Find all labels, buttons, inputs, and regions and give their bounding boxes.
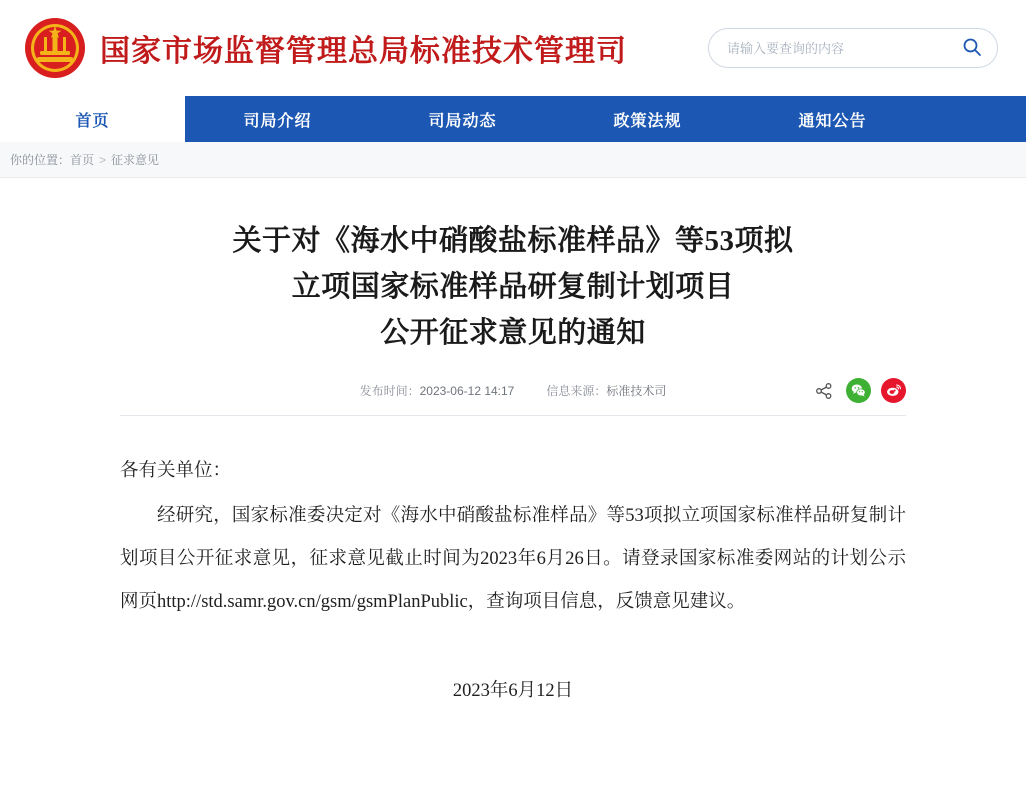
meta-divider bbox=[120, 415, 906, 416]
weibo-icon[interactable] bbox=[881, 378, 906, 403]
nav-item-announcements[interactable]: 通知公告 bbox=[798, 112, 867, 130]
share-icon[interactable] bbox=[811, 378, 836, 403]
article-paragraph: 经研究，国家标准委决定对《海水中硝酸盐标准样品》等53项拟立项国家标准样品研复制计划项目公开征求意见，征求意见截止时间为2023年6月26日。请登录国家标准委网站的计划公示网页http://std.samr.gov.cn/gsm/gsmPlanPublic，查询项目信息，反馈意见建议。 bbox=[120, 506, 906, 612]
main-nav bbox=[0, 96, 1026, 142]
nav-item-home[interactable]: 首页 bbox=[0, 96, 185, 142]
article bbox=[0, 178, 1026, 702]
source-value: 标准技术司 bbox=[606, 384, 667, 398]
site-title: 国家市场监督管理总局标准技术管理司 bbox=[100, 35, 627, 68]
page-title-line-2: 立项国家标准样品研复制计划项目 bbox=[291, 271, 735, 303]
breadcrumb-home-link[interactable]: 首页 bbox=[70, 153, 95, 167]
article-meta-text bbox=[360, 382, 667, 399]
article-paragraph: 各有关单位： bbox=[120, 461, 232, 481]
nav-item-policies[interactable]: 政策法规 bbox=[613, 112, 682, 130]
search-icon bbox=[962, 37, 982, 60]
page-title-line-3: 公开征求意见的通知 bbox=[380, 317, 646, 349]
share-group bbox=[811, 378, 906, 403]
site-header bbox=[0, 0, 1026, 96]
nav-item-department-intro[interactable]: 司局介绍 bbox=[243, 112, 312, 130]
breadcrumb-current: 征求意见 bbox=[111, 153, 160, 167]
publish-time-label: 发布时间： bbox=[359, 384, 420, 398]
breadcrumb-bar bbox=[0, 142, 1026, 178]
search-box[interactable] bbox=[708, 28, 998, 68]
wechat-icon[interactable] bbox=[846, 378, 871, 403]
search-button[interactable] bbox=[959, 35, 985, 61]
article-body bbox=[120, 450, 906, 624]
national-emblem-icon bbox=[24, 17, 86, 79]
breadcrumb-separator: > bbox=[99, 153, 107, 167]
search-input[interactable] bbox=[727, 41, 959, 56]
article-meta bbox=[120, 382, 906, 415]
page-title bbox=[120, 218, 906, 356]
breadcrumb-prefix: 你的位置： bbox=[10, 153, 71, 167]
page-title-line-1: 关于对《海水中硝酸盐标准样品》等53项拟 bbox=[232, 225, 794, 257]
breadcrumb bbox=[10, 151, 159, 168]
source-label: 信息来源： bbox=[546, 384, 607, 398]
publish-time-value: 2023-06-12 14:17 bbox=[419, 384, 515, 398]
nav-item-department-news[interactable]: 司局动态 bbox=[428, 112, 497, 130]
signature-date: 2023年6月12日 bbox=[452, 681, 574, 701]
